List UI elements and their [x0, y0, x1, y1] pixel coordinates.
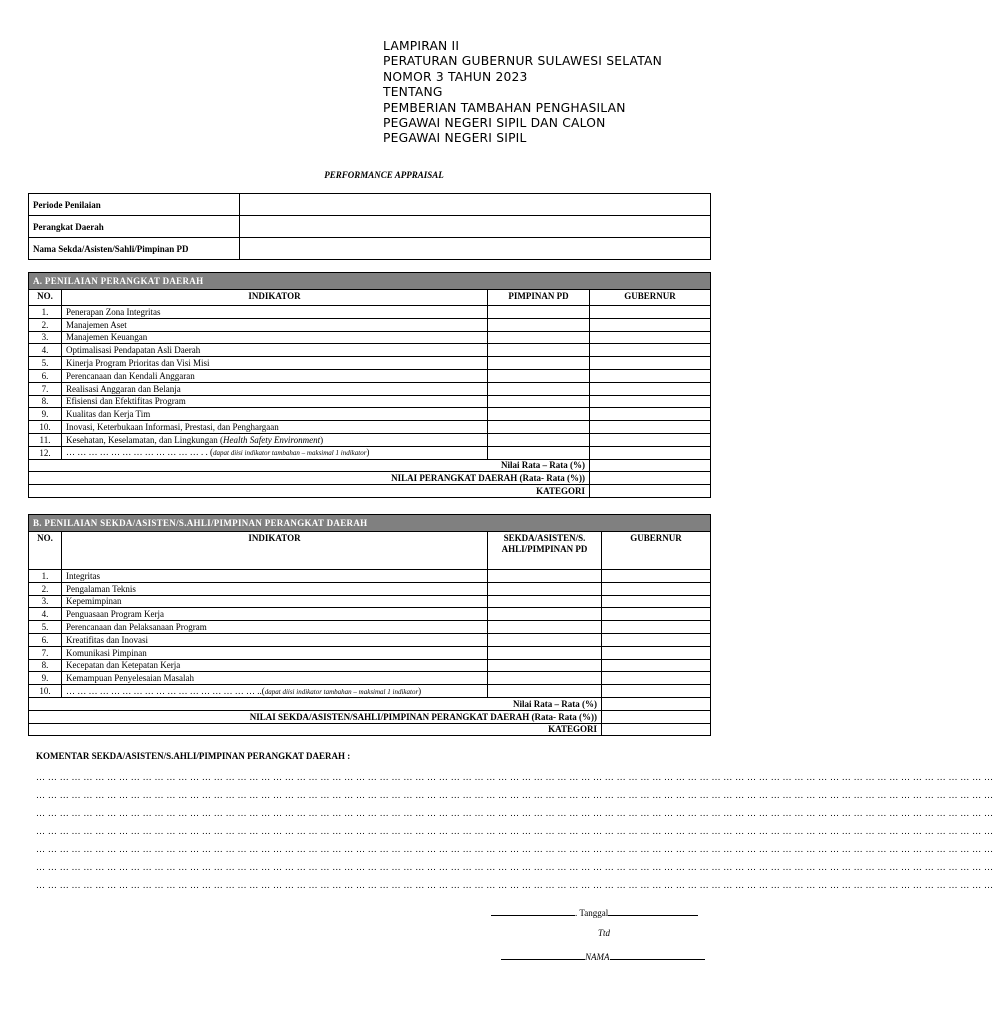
table-row [29, 633, 711, 646]
table-row [29, 582, 711, 595]
date-blank[interactable] [608, 906, 698, 916]
col-no-header: NO. [29, 532, 62, 570]
komentar-line[interactable]: … … … … … … … … … … … … … … … … … … … … … … … … … … … … … … … … … … … … … … … … … … … … … … … … … … … … … … … … … … … … … … … … … … … … … … … … … … … … … … … … … [36, 772, 993, 782]
name-blank-left[interactable] [501, 950, 585, 960]
score-cell-gubernur[interactable] [590, 331, 711, 344]
score-cell-gubernur[interactable] [590, 408, 711, 421]
item-no: 8. [29, 659, 62, 672]
table-row [29, 306, 711, 319]
score-cell-gubernur[interactable] [590, 459, 711, 472]
item-indikator: Optimalisasi Pendapatan Asli Daerah [62, 344, 488, 357]
header-line: NOMOR 3 TAHUN 2023 [383, 69, 528, 84]
item-no: 9. [29, 408, 62, 421]
score-cell-pimpinan[interactable] [488, 369, 590, 382]
score-cell-gubernur[interactable] [590, 472, 711, 485]
score-cell-gubernur[interactable] [602, 621, 711, 634]
nilai-label: NILAI PERANGKAT DAERAH (Rata- Rata (%)) [29, 472, 590, 485]
item-no: 1. [29, 306, 62, 319]
item-no: 11. [29, 433, 62, 446]
score-cell-gubernur[interactable] [602, 685, 711, 698]
header-line: TENTANG [383, 85, 443, 100]
komentar-line[interactable]: … … … … … … … … … … … … … … … … … … … … … … … … … … … … … … … … … … … … … … … … … … … … … … … … … … … … … … … … … … … … … … … … … … … … … … … … … … … … … … … … … [36, 880, 993, 890]
table-row [29, 357, 711, 370]
table-penilaian-perangkat-daerah [28, 272, 711, 498]
tanggal-line [491, 906, 698, 918]
item-indikator: Inovasi, Keterbukaan Informasi, Prestasi, dan Penghargaan [62, 421, 488, 434]
section-b-items [29, 570, 711, 685]
page-title: PERFORMANCE APPRAISAL [324, 170, 444, 180]
score-cell-pimpinan[interactable] [488, 408, 590, 421]
score-cell-gubernur[interactable] [602, 697, 711, 710]
name-blank-right[interactable] [610, 950, 705, 960]
score-cell-gubernur[interactable] [590, 485, 711, 498]
col-gubernur-header: GUBERNUR [590, 290, 711, 306]
info-table [28, 193, 711, 260]
score-cell-gubernur[interactable] [602, 710, 711, 723]
header-line: LAMPIRAN II [383, 39, 460, 53]
score-cell-gubernur[interactable] [590, 433, 711, 446]
score-cell-pimpinan[interactable] [488, 306, 590, 319]
col-no-header: NO. [29, 290, 62, 306]
item-indikator: Perencanaan dan Pelaksanaan Program [62, 621, 488, 634]
item-no: 3. [29, 331, 62, 344]
item-no: 1. [29, 570, 62, 583]
score-cell-sekda[interactable] [488, 685, 602, 698]
item-no: 6. [29, 633, 62, 646]
nilai-label: NILAI SEKDA/ASISTEN/SAHLI/PIMPINAN PERANGKAT DAERAH (Rata- Rata (%)) [29, 710, 602, 723]
item-no: 9. [29, 672, 62, 685]
item-indikator: Manajemen Aset [62, 318, 488, 331]
ttd-label: Ttd [598, 928, 611, 938]
header-line: PERATURAN GUBERNUR SULAWESI SELATAN [383, 54, 662, 69]
score-cell-sekda[interactable] [488, 672, 602, 685]
section-a-items [29, 306, 711, 434]
col-pimpinan-header: PIMPINAN PD [488, 290, 590, 306]
score-cell-gubernur[interactable] [602, 608, 711, 621]
item-indikator: Integritas [62, 570, 488, 583]
item-no: 10. [29, 685, 62, 698]
table-row [29, 570, 711, 583]
nama-label: NAMA [585, 952, 610, 962]
score-cell-gubernur[interactable] [590, 318, 711, 331]
table-row [29, 369, 711, 382]
item-no: 7. [29, 382, 62, 395]
score-cell-sekda[interactable] [488, 621, 602, 634]
header-line: PEGAWAI NEGERI SIPIL DAN CALON [383, 116, 606, 131]
table-row [29, 621, 711, 634]
item-indikator: Kesehatan, Keselamatan, dan Lingkungan (Health Safety Environment) [62, 433, 488, 446]
score-cell-gubernur[interactable] [602, 570, 711, 583]
score-cell-gubernur[interactable] [590, 369, 711, 382]
score-cell-gubernur[interactable] [590, 446, 711, 459]
score-cell-gubernur[interactable] [590, 382, 711, 395]
score-cell-pimpinan[interactable] [488, 382, 590, 395]
item-indikator: Penerapan Zona Integritas [62, 306, 488, 319]
nama-line [501, 950, 705, 962]
place-blank[interactable] [491, 906, 575, 916]
item-indikator: Kinerja Program Prioritas dan Visi Misi [62, 357, 488, 370]
info-label: Periode Penilaian [29, 194, 240, 216]
table-row [29, 608, 711, 621]
info-label: Perangkat Daerah [29, 216, 240, 238]
table-row [29, 421, 711, 434]
table-row [29, 595, 711, 608]
score-cell-pimpinan[interactable] [488, 344, 590, 357]
komentar-line[interactable]: … … … … … … … … … … … … … … … … … … … … … … … … … … … … … … … … … … … … … … … … … … … … … … … … … … … … … … … … … … … … … … … … … … … … … … … … … … … … … … … … … [36, 862, 993, 872]
table-row [29, 672, 711, 685]
item-no: 2. [29, 582, 62, 595]
header-line: PEMBERIAN TAMBAHAN PENGHASILAN [383, 100, 626, 115]
decree-header [383, 39, 662, 147]
score-cell-gubernur[interactable] [602, 633, 711, 646]
item-no: 8. [29, 395, 62, 408]
item-indikator: Penguasaan Program Kerja [62, 608, 488, 621]
item-indikator: Manajemen Keuangan [62, 331, 488, 344]
item-no: 6. [29, 369, 62, 382]
col-indikator-header: INDIKATOR [62, 532, 488, 570]
rata-rata-label: Nilai Rata – Rata (%) [29, 697, 602, 710]
table-row [29, 344, 711, 357]
score-cell-sekda[interactable] [488, 659, 602, 672]
score-cell-sekda[interactable] [488, 570, 602, 583]
header-line: PEGAWAI NEGERI SIPIL [383, 131, 527, 146]
score-cell-sekda[interactable] [488, 633, 602, 646]
info-value-field[interactable] [240, 238, 711, 260]
item-indikator: Kepemimpinan [62, 595, 488, 608]
item-no: 2. [29, 318, 62, 331]
komentar-label: KOMENTAR SEKDA/ASISTEN/S.AHLI/PIMPINAN PERANGKAT DAERAH : [36, 751, 351, 761]
score-cell-pimpinan[interactable] [488, 357, 590, 370]
table-row [29, 331, 711, 344]
score-cell-pimpinan[interactable] [488, 421, 590, 434]
item-indikator: Komunikasi Pimpinan [62, 646, 488, 659]
item-no: 12. [29, 446, 62, 459]
item-indikator: Kemampuan Penyelesaian Masalah [62, 672, 488, 685]
item-indikator: Kecepatan dan Ketepatan Kerja [62, 659, 488, 672]
score-cell-pimpinan[interactable] [488, 318, 590, 331]
item-no: 7. [29, 646, 62, 659]
item-indikator: Efisiensi dan Efektifitas Program [62, 395, 488, 408]
score-cell-gubernur[interactable] [590, 306, 711, 319]
info-label: Nama Sekda/Asisten/Sahli/Pimpinan PD [29, 238, 240, 260]
item-indikator: Pengalaman Teknis [62, 582, 488, 595]
kategori-label: KATEGORI [29, 485, 590, 498]
item-indikator-placeholder: … … … … … … … … … … … … . . (dapat diisi indikator tambahan – maksimal 1 indikator) [62, 446, 488, 459]
col-indikator-header: INDIKATOR [62, 290, 488, 306]
score-cell-gubernur[interactable] [590, 421, 711, 434]
table-row [29, 318, 711, 331]
komentar-line[interactable]: … … … … … … … … … … … … … … … … … … … … … … … … … … … … … … … … … … … … … … … … … … … … … … … … … … … … … … … … … … … … … … … … … … … … … … … … … … … … … … … … … [36, 790, 993, 800]
tanggal-label: . Tanggal [575, 908, 609, 918]
komentar-line[interactable]: … … … … … … … … … … … … … … … … … … … … … … … … … … … … … … … … … … … … … … … … … … … … … … … … … … … … … … … … … … … … … … … … … … … … … … … … … … … … … … … … … [36, 844, 993, 854]
section-b-heading: B. PENILAIAN SEKDA/ASISTEN/S.AHLI/PIMPINAN PERANGKAT DAERAH [29, 515, 711, 532]
score-cell-pimpinan[interactable] [488, 433, 590, 446]
table-row [29, 408, 711, 421]
item-indikator-placeholder: … … … … … … … … … … … … … … … … … ..(dapat diisi indikator tambahan – maksimal 1 indikator) [62, 685, 488, 698]
komentar-line[interactable]: … … … … … … … … … … … … … … … … … … … … … … … … … … … … … … … … … … … … … … … … … … … … … … … … … … … … … … … … … … … … … … … … … … … … … … … … … … … … … … … … … [36, 808, 993, 818]
table-row [29, 382, 711, 395]
score-cell-sekda[interactable] [488, 608, 602, 621]
score-cell-gubernur[interactable] [602, 595, 711, 608]
komentar-line[interactable]: … … … … … … … … … … … … … … … … … … … … … … … … … … … … … … … … … … … … … … … … … … … … … … … … … … … … … … … … … … … … … … … … … … … … … … … … … … … … … … … … … [36, 826, 993, 836]
score-cell-pimpinan[interactable] [488, 446, 590, 459]
section-a-heading: A. PENILAIAN PERANGKAT DAERAH [29, 273, 711, 290]
score-cell-pimpinan[interactable] [488, 331, 590, 344]
item-no: 3. [29, 595, 62, 608]
item-no: 5. [29, 357, 62, 370]
score-cell-gubernur[interactable] [590, 344, 711, 357]
score-cell-gubernur[interactable] [602, 659, 711, 672]
score-cell-gubernur[interactable] [590, 357, 711, 370]
table-penilaian-sekda [28, 514, 711, 736]
score-cell-gubernur[interactable] [602, 582, 711, 595]
score-cell-sekda[interactable] [488, 582, 602, 595]
item-no: 5. [29, 621, 62, 634]
table-row [29, 395, 711, 408]
info-value-field[interactable] [240, 194, 711, 216]
kategori-label: KATEGORI [29, 723, 602, 736]
item-indikator: Perencanaan dan Kendali Anggaran [62, 369, 488, 382]
item-no: 10. [29, 421, 62, 434]
rata-rata-label: Nilai Rata – Rata (%) [29, 459, 590, 472]
item-no: 4. [29, 344, 62, 357]
score-cell-sekda[interactable] [488, 595, 602, 608]
item-no: 4. [29, 608, 62, 621]
score-cell-gubernur[interactable] [602, 646, 711, 659]
score-cell-gubernur[interactable] [602, 723, 711, 736]
score-cell-sekda[interactable] [488, 646, 602, 659]
item-indikator: Realisasi Anggaran dan Belanja [62, 382, 488, 395]
score-cell-gubernur[interactable] [590, 395, 711, 408]
score-cell-pimpinan[interactable] [488, 395, 590, 408]
table-row [29, 646, 711, 659]
info-value-field[interactable] [240, 216, 711, 238]
item-indikator: Kreatifitas dan Inovasi [62, 633, 488, 646]
item-indikator: Kualitas dan Kerja Tim [62, 408, 488, 421]
score-cell-gubernur[interactable] [602, 672, 711, 685]
col-gubernur-header: GUBERNUR [602, 532, 711, 570]
table-row [29, 659, 711, 672]
col-sekda-header: SEKDA/ASISTEN/S. AHLI/PIMPINAN PD [488, 532, 602, 570]
